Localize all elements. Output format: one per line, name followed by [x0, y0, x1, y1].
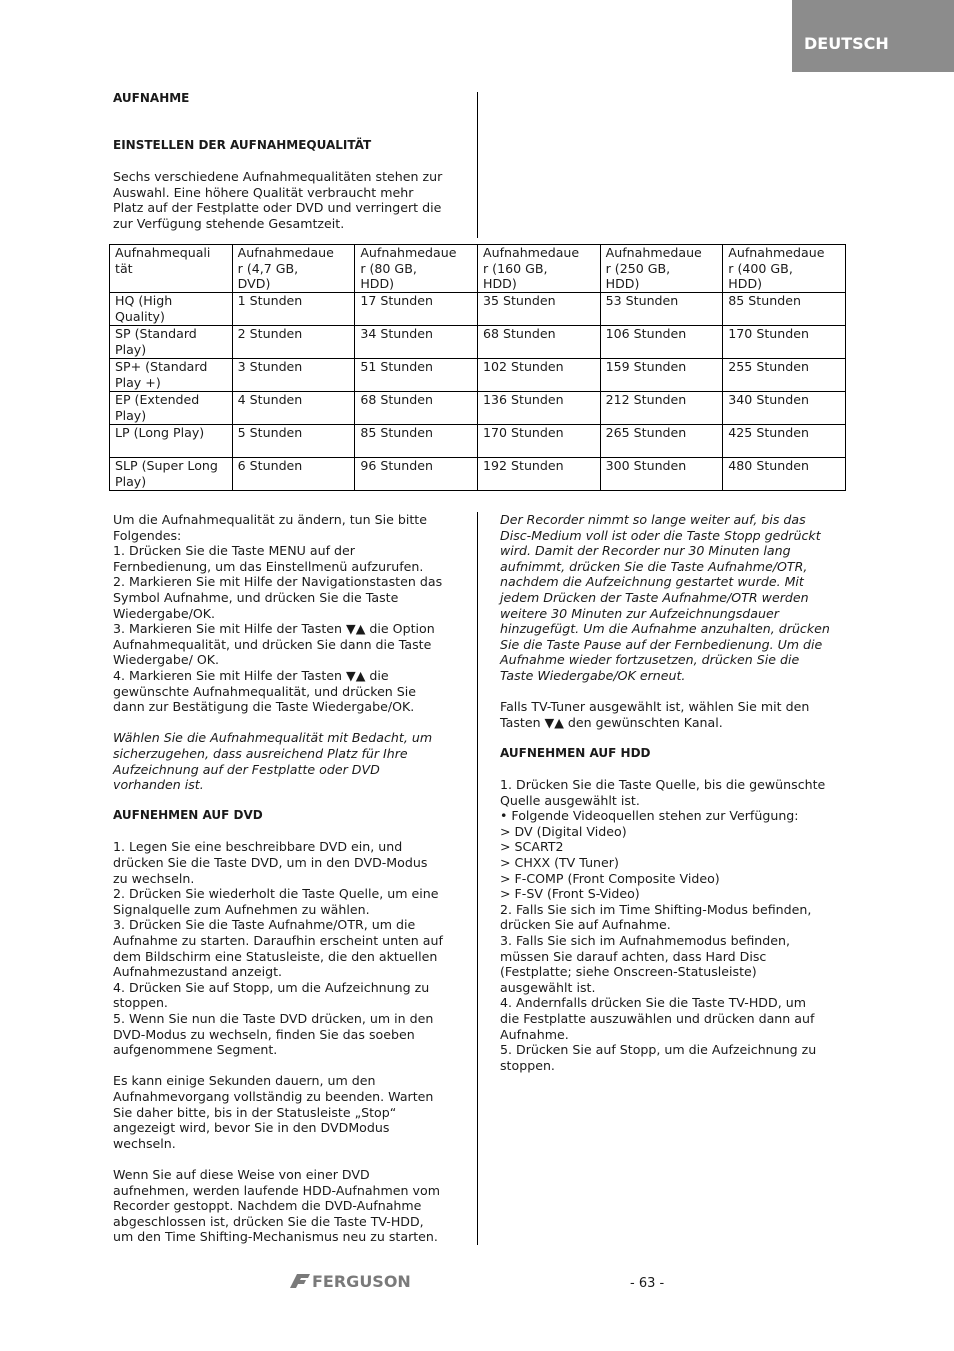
- text-line: Der Recorder nimmt so lange weiter auf, bis das: [500, 512, 806, 527]
- text-line: Quelle ausgewählt ist.: [500, 792, 640, 808]
- text-line: nachdem die Aufzeichnung gestartet wurde. Mit: [500, 574, 804, 590]
- duration-cell: 192 Stunden: [477, 458, 600, 491]
- intro-line: Sechs verschiedene Aufnahmequalitäten stehen zur: [113, 168, 443, 184]
- text-line: hinzugefügt. Um die Aufnahme anzuhalten, drücken: [500, 621, 830, 637]
- intro-line: zur Verfügung stehende Gesamtzeit.: [113, 215, 345, 231]
- duration-cell: 85 Stunden: [355, 425, 478, 458]
- language-label: DEUTSCH: [804, 34, 889, 53]
- text-line: angezeigt wird, bevor Sie in den DVDModus: [113, 1120, 390, 1136]
- duration-cell: 300 Stunden: [600, 458, 723, 491]
- text-line: 5. Drücken Sie auf Stopp, um die Aufzeichnung zu: [500, 1042, 817, 1058]
- text-line: 4. Markieren Sie mit Hilfe der Tasten ▼▲ die: [113, 667, 389, 683]
- header-cell: Aufnahmedaue r (80 GB, HDD): [355, 245, 478, 293]
- duration-cell: 106 Stunden: [600, 326, 723, 359]
- duration-cell: 4 Stunden: [232, 392, 355, 425]
- text-line: sicherzugehen, dass ausreichend Platz für Ihre: [113, 745, 408, 761]
- duration-cell: 102 Stunden: [477, 359, 600, 392]
- duration-cell: 3 Stunden: [232, 359, 355, 392]
- text-line: Recorder gestoppt. Nachdem die DVD-Aufnahme: [113, 1198, 422, 1214]
- text-line: jedem Drücken der Taste Aufnahme/OTR werden: [500, 589, 809, 605]
- text-line: 1. Legen Sie eine beschreibbare DVD ein, und: [113, 839, 403, 855]
- text-line: Fernbedienung, um das Einstellmenü aufzurufen.: [113, 558, 424, 574]
- duration-cell: 255 Stunden: [723, 359, 846, 392]
- text-line: 4. Drücken Sie auf Stopp, um die Aufzeichnung zu: [113, 979, 430, 995]
- text-line: Folgendes:: [113, 527, 182, 543]
- recording-quality-table: [109, 244, 846, 491]
- text-line: 3. Falls Sie sich im Aufnahmemodus befinden,: [500, 933, 790, 949]
- text-line: stoppen.: [113, 995, 168, 1011]
- text-line: • Folgende Videoquellen stehen zur Verfügung:: [500, 808, 799, 824]
- text-line: aufnimmt, drücken Sie die Taste Aufnahme/OTR,: [500, 558, 808, 574]
- table-row: [110, 326, 846, 359]
- table-row: [110, 392, 846, 425]
- text-line: Wiedergabe/ OK.: [113, 652, 219, 668]
- text-line: 1. Drücken Sie die Taste Quelle, bis die gewünschte: [500, 777, 826, 793]
- text-line: > SCART2: [500, 839, 564, 855]
- header-cell: Aufnahmedaue r (4,7 GB, DVD): [232, 245, 355, 293]
- blank-line: [113, 715, 443, 731]
- text-line: dann zur Bestätigung die Taste Wiedergabe/OK.: [113, 699, 415, 715]
- duration-cell: 6 Stunden: [232, 458, 355, 491]
- text-line: Signalquelle zum Aufnehmen zu wählen.: [113, 901, 370, 917]
- page-number: - 63 -: [630, 1276, 665, 1291]
- text-line: zu wechseln.: [113, 870, 195, 886]
- text-line: drücken Sie auf Aufnahme.: [500, 917, 671, 933]
- text-line: Wählen Sie die Aufnahmequalität mit Bedacht, um: [113, 730, 433, 746]
- text-line: 1. Drücken Sie die Taste MENU auf der: [113, 543, 355, 559]
- quality-cell: EP (Extended Play): [110, 392, 233, 425]
- blank-line: [113, 824, 443, 840]
- blank-line: [113, 1058, 443, 1074]
- text-line: die Festplatte auszuwählen und drücken dann auf: [500, 1011, 815, 1026]
- text-line: Aufnahmevorgang vollständig zu beenden. Warten: [113, 1088, 434, 1104]
- duration-cell: 68 Stunden: [477, 326, 600, 359]
- quality-cell: SLP (Super Long Play): [110, 458, 233, 491]
- intro-line: Platz auf der Festplatte oder DVD und verringert die: [113, 200, 442, 216]
- subsection-title: EINSTELLEN DER AUFNAHMEQUALITÄT: [113, 137, 372, 152]
- text-line: um den Time Shifting-Mechanismus neu zu starten.: [113, 1229, 438, 1245]
- intro-line: Auswahl. Eine höhere Qualität verbraucht mehr: [113, 184, 414, 200]
- text-line: Aufnahme.: [500, 1026, 569, 1042]
- table-row: [110, 293, 846, 326]
- blank-line: [500, 684, 830, 700]
- text-line: müssen Sie darauf achten, dass Hard Disc: [500, 948, 767, 964]
- text-line: (Festplatte; siehe Onscreen-Statusleiste): [500, 964, 757, 980]
- duration-cell: 34 Stunden: [355, 326, 478, 359]
- text-line: 2. Falls Sie sich im Time Shifting-Modus befinden,: [500, 901, 812, 917]
- blank-line: [113, 1151, 443, 1167]
- quality-cell: SP (Standard Play): [110, 326, 233, 359]
- text-line: wechseln.: [113, 1135, 176, 1151]
- right-text-column: [500, 512, 830, 1073]
- text-line: Wenn Sie auf diese Weise von einer DVD: [113, 1166, 370, 1182]
- ferguson-logo: [288, 1270, 438, 1296]
- header-cell: Aufnahmedaue r (400 GB, HDD): [723, 245, 846, 293]
- text-line: Es kann einige Sekunden dauern, um den: [113, 1073, 376, 1089]
- column-divider-top: [477, 92, 478, 238]
- text-line: Aufnahmezustand anzeigt.: [113, 964, 283, 980]
- text-line: aufnehmen, werden laufende HDD-Aufnahmen vom: [113, 1182, 440, 1198]
- duration-cell: 159 Stunden: [600, 359, 723, 392]
- text-line: 3. Markieren Sie mit Hilfe der Tasten ▼▲ die Option: [113, 621, 435, 637]
- text-line: abgeschlossen ist, drücken Sie die Taste TV-HDD,: [113, 1213, 424, 1229]
- column-divider-bottom: [477, 512, 478, 1245]
- language-tab: [792, 0, 954, 72]
- duration-cell: 85 Stunden: [723, 293, 846, 326]
- duration-cell: 96 Stunden: [355, 458, 478, 491]
- header-cell: Aufnahmequali tät: [110, 245, 233, 293]
- text-line: 4. Andernfalls drücken Sie die Taste TV-HDD, um: [500, 995, 806, 1011]
- text-line: 3. Drücken Sie die Taste Aufnahme/OTR, um die: [113, 917, 416, 933]
- text-line: Aufzeichnung auf der Festplatte oder DVD: [113, 761, 380, 777]
- text-line: dem Bildschirm eine Statusleiste, die den aktuellen: [113, 948, 438, 964]
- section-heading: AUFNEHMEN AUF DVD: [113, 808, 263, 823]
- text-line: drücken Sie die Taste DVD, um in den DVD-Modus: [113, 855, 428, 871]
- text-line: > F-COMP (Front Composite Video): [500, 870, 720, 886]
- text-line: Aufnahmequalität, und drücken Sie dann die Taste: [113, 636, 432, 652]
- text-line: Um die Aufnahmequalität zu ändern, tun Sie bitte: [113, 512, 427, 527]
- ferguson-logo-mark: [288, 1270, 438, 1292]
- intro-section: [113, 91, 442, 231]
- text-line: stoppen.: [500, 1057, 555, 1073]
- duration-cell: 425 Stunden: [723, 425, 846, 458]
- table-header-row: [110, 245, 846, 293]
- text-line: > F-SV (Front S-Video): [500, 886, 640, 902]
- duration-cell: 53 Stunden: [600, 293, 723, 326]
- text-line: Aufnahme wieder fortzusetzen, drücken Sie die: [500, 652, 800, 668]
- text-line: wird. Damit der Recorder nur 30 Minuten lang: [500, 543, 791, 559]
- duration-cell: 17 Stunden: [355, 293, 478, 326]
- text-line: Sie die Taste Pause auf der Fernbedienung. Um die: [500, 636, 823, 652]
- text-line: 2. Drücken Sie wiederholt die Taste Quelle, um eine: [113, 886, 439, 902]
- text-line: weitere 30 Minuten zur Aufzeichnungsdauer: [500, 605, 779, 621]
- table-row: [110, 425, 846, 458]
- header-cell: Aufnahmedaue r (250 GB, HDD): [600, 245, 723, 293]
- text-line: > CHXX (TV Tuner): [500, 855, 619, 871]
- text-line: > DV (Digital Video): [500, 823, 627, 839]
- duration-cell: 51 Stunden: [355, 359, 478, 392]
- section-heading: AUFNEHMEN AUF HDD: [500, 745, 651, 760]
- quality-cell: HQ (High Quality): [110, 293, 233, 326]
- duration-cell: 170 Stunden: [477, 425, 600, 458]
- text-line: gewünschte Aufnahmequalität, und drücken Sie: [113, 683, 417, 699]
- duration-cell: 2 Stunden: [232, 326, 355, 359]
- text-line: Wiedergabe/OK.: [113, 605, 215, 621]
- duration-cell: 265 Stunden: [600, 425, 723, 458]
- duration-cell: 35 Stunden: [477, 293, 600, 326]
- quality-cell: SP+ (Standard Play +): [110, 359, 233, 392]
- text-line: Symbol Aufnahme, und drücken Sie die Taste: [113, 589, 399, 605]
- left-text-column: [113, 512, 443, 1245]
- text-line: Falls TV-Tuner ausgewählt ist, wählen Sie mit den: [500, 699, 810, 715]
- text-line: Aufnahme zu starten. Daraufhin erscheint unten auf: [113, 933, 443, 949]
- text-line: Tasten ▼▲ den gewünschten Kanal.: [500, 714, 723, 730]
- text-line: aufgenommene Segment.: [113, 1042, 278, 1058]
- duration-cell: 170 Stunden: [723, 326, 846, 359]
- text-line: 5. Wenn Sie nun die Taste DVD drücken, um in den: [113, 1011, 434, 1026]
- duration-cell: 68 Stunden: [355, 392, 478, 425]
- text-line: ausgewählt ist.: [500, 979, 596, 995]
- text-line: Sie daher bitte, bis in der Statusleiste „Stop“: [113, 1104, 397, 1120]
- duration-cell: 340 Stunden: [723, 392, 846, 425]
- header-cell: Aufnahmedaue r (160 GB, HDD): [477, 245, 600, 293]
- section-title: AUFNAHME: [113, 91, 190, 105]
- table-row: [110, 458, 846, 491]
- blank-line: [500, 730, 830, 746]
- text-line: Taste Wiedergabe/OK erneut.: [500, 667, 686, 683]
- duration-cell: 1 Stunden: [232, 293, 355, 326]
- text-line: DVD-Modus zu wechseln, finden Sie das soeben: [113, 1026, 415, 1042]
- text-line: 2. Markieren Sie mit Hilfe der Navigationstasten das: [113, 574, 443, 590]
- text-line: Disc-Medium voll ist oder die Taste Stopp gedrückt: [500, 527, 821, 543]
- blank-line: [500, 762, 830, 778]
- duration-cell: 480 Stunden: [723, 458, 846, 491]
- table-row: [110, 359, 846, 392]
- duration-cell: 136 Stunden: [477, 392, 600, 425]
- blank-line: [113, 793, 443, 809]
- duration-cell: 5 Stunden: [232, 425, 355, 458]
- quality-cell: LP (Long Play): [110, 425, 233, 458]
- duration-cell: 212 Stunden: [600, 392, 723, 425]
- text-line: vorhanden ist.: [113, 777, 204, 793]
- svg-text:FERGUSON: FERGUSON: [312, 1272, 411, 1291]
